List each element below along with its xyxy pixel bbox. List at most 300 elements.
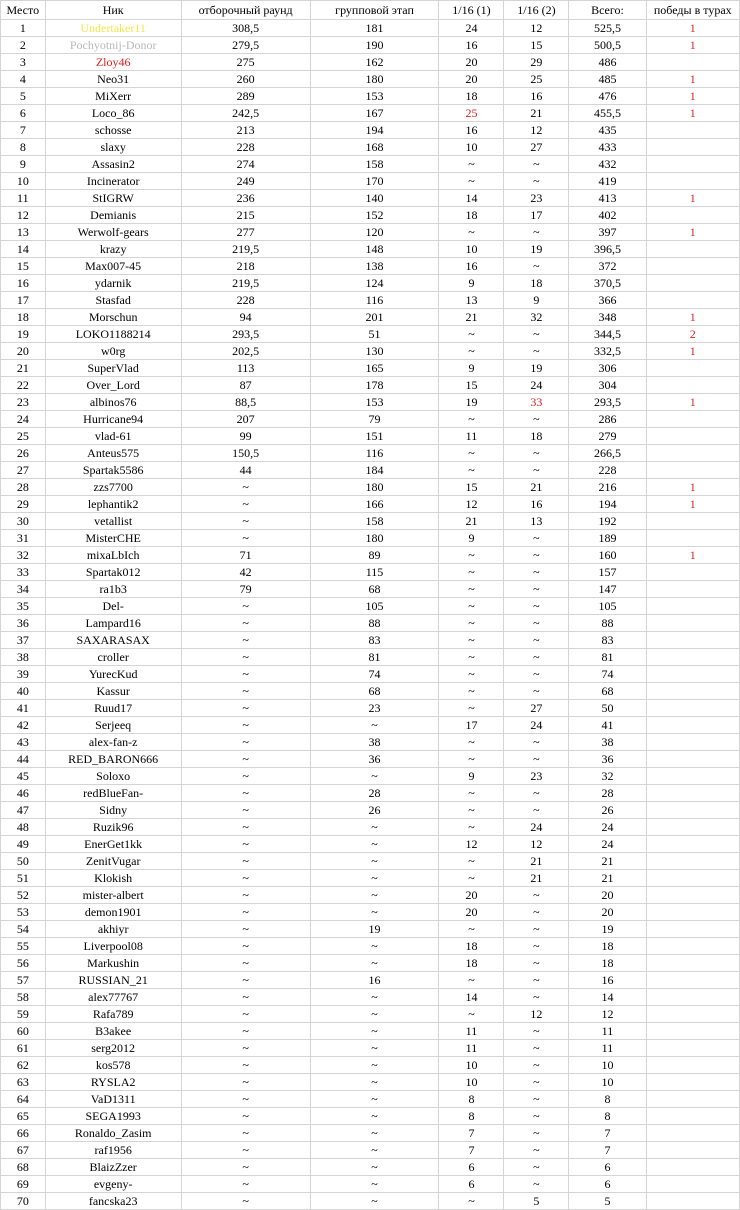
table-row xyxy=(1,343,740,360)
cell-place: 50 xyxy=(1,853,46,870)
cell-place: 43 xyxy=(1,734,46,751)
cell-place: 6 xyxy=(1,105,46,122)
cell-total: 14 xyxy=(569,989,646,1006)
cell-qualifying-round: 289 xyxy=(181,88,310,105)
cell-qualifying-round: ~ xyxy=(181,632,310,649)
cell-round-of-32-second: 23 xyxy=(504,190,569,207)
cell-round-of-32-second: ~ xyxy=(504,1176,569,1193)
cell-round-of-32-first: 10 xyxy=(439,241,504,258)
cell-round-of-32-first: 20 xyxy=(439,904,504,921)
cell-round-of-32-first: ~ xyxy=(439,445,504,462)
cell-round-of-32-first: ~ xyxy=(439,326,504,343)
cell-place: 63 xyxy=(1,1074,46,1091)
cell-round-of-32-second: ~ xyxy=(504,938,569,955)
cell-group-stage: 181 xyxy=(310,20,439,37)
cell-nick: Anteus575 xyxy=(45,445,181,462)
cell-place: 64 xyxy=(1,1091,46,1108)
cell-round-wins xyxy=(646,921,739,938)
cell-round-of-32-second: 21 xyxy=(504,853,569,870)
cell-place: 35 xyxy=(1,598,46,615)
cell-round-of-32-first: 10 xyxy=(439,1057,504,1074)
cell-total: 189 xyxy=(569,530,646,547)
cell-nick: mixaLbIch xyxy=(45,547,181,564)
cell-group-stage: 19 xyxy=(310,921,439,938)
cell-round-of-32-second: ~ xyxy=(504,581,569,598)
cell-qualifying-round: 219,5 xyxy=(181,241,310,258)
cell-group-stage: ~ xyxy=(310,717,439,734)
cell-qualifying-round: 277 xyxy=(181,224,310,241)
table-row xyxy=(1,292,740,309)
cell-place: 11 xyxy=(1,190,46,207)
cell-total: 366 xyxy=(569,292,646,309)
cell-round-wins xyxy=(646,700,739,717)
cell-round-of-32-first: ~ xyxy=(439,785,504,802)
cell-total: 525,5 xyxy=(569,20,646,37)
table-row xyxy=(1,632,740,649)
cell-nick: ZenitVugar xyxy=(45,853,181,870)
cell-nick: schosse xyxy=(45,122,181,139)
cell-round-wins xyxy=(646,819,739,836)
table-row xyxy=(1,768,740,785)
cell-place: 44 xyxy=(1,751,46,768)
cell-qualifying-round: ~ xyxy=(181,836,310,853)
cell-nick: Ruud17 xyxy=(45,700,181,717)
cell-nick: Loco_86 xyxy=(45,105,181,122)
cell-round-of-32-first: 7 xyxy=(439,1142,504,1159)
cell-round-of-32-second: 25 xyxy=(504,71,569,88)
cell-total: 11 xyxy=(569,1040,646,1057)
cell-group-stage: ~ xyxy=(310,887,439,904)
cell-qualifying-round: ~ xyxy=(181,785,310,802)
cell-group-stage: 180 xyxy=(310,71,439,88)
cell-round-of-32-second: 12 xyxy=(504,122,569,139)
cell-round-wins xyxy=(646,564,739,581)
cell-round-wins xyxy=(646,1193,739,1210)
cell-nick: Ruzik96 xyxy=(45,819,181,836)
cell-qualifying-round: 202,5 xyxy=(181,343,310,360)
cell-group-stage: ~ xyxy=(310,955,439,972)
cell-qualifying-round: ~ xyxy=(181,1006,310,1023)
cell-round-of-32-first: 11 xyxy=(439,428,504,445)
cell-round-of-32-first: 14 xyxy=(439,190,504,207)
cell-qualifying-round: ~ xyxy=(181,717,310,734)
cell-nick: Lampard16 xyxy=(45,615,181,632)
cell-group-stage: ~ xyxy=(310,836,439,853)
cell-place: 51 xyxy=(1,870,46,887)
cell-round-wins xyxy=(646,411,739,428)
cell-total: 32 xyxy=(569,768,646,785)
cell-round-of-32-second: 12 xyxy=(504,20,569,37)
cell-place: 18 xyxy=(1,309,46,326)
cell-total: 88 xyxy=(569,615,646,632)
cell-total: 50 xyxy=(569,700,646,717)
cell-total: 485 xyxy=(569,71,646,88)
cell-group-stage: 168 xyxy=(310,139,439,156)
table-row xyxy=(1,972,740,989)
cell-group-stage: ~ xyxy=(310,1040,439,1057)
cell-place: 33 xyxy=(1,564,46,581)
cell-round-wins xyxy=(646,836,739,853)
cell-round-wins xyxy=(646,955,739,972)
table-row xyxy=(1,20,740,37)
cell-nick: Del- xyxy=(45,598,181,615)
cell-round-of-32-first: 12 xyxy=(439,496,504,513)
cell-round-of-32-first: ~ xyxy=(439,921,504,938)
cell-nick: Werwolf-gears xyxy=(45,224,181,241)
cell-round-of-32-first: ~ xyxy=(439,700,504,717)
cell-round-of-32-first: ~ xyxy=(439,1006,504,1023)
cell-round-of-32-second: ~ xyxy=(504,1142,569,1159)
table-row xyxy=(1,989,740,1006)
cell-round-of-32-first: 14 xyxy=(439,989,504,1006)
cell-round-wins xyxy=(646,904,739,921)
cell-qualifying-round: 274 xyxy=(181,156,310,173)
cell-qualifying-round: ~ xyxy=(181,870,310,887)
cell-round-of-32-first: 16 xyxy=(439,122,504,139)
cell-round-of-32-second: 18 xyxy=(504,428,569,445)
table-row xyxy=(1,666,740,683)
cell-group-stage: ~ xyxy=(310,1159,439,1176)
table-row xyxy=(1,326,740,343)
cell-qualifying-round: ~ xyxy=(181,751,310,768)
table-row xyxy=(1,802,740,819)
cell-round-of-32-second: ~ xyxy=(504,1023,569,1040)
cell-group-stage: 152 xyxy=(310,207,439,224)
cell-nick: akhiyr xyxy=(45,921,181,938)
table-row xyxy=(1,207,740,224)
cell-nick: Liverpool08 xyxy=(45,938,181,955)
cell-group-stage: ~ xyxy=(310,989,439,1006)
table-row xyxy=(1,836,740,853)
table-row xyxy=(1,870,740,887)
cell-place: 21 xyxy=(1,360,46,377)
cell-round-of-32-first: ~ xyxy=(439,156,504,173)
table-row xyxy=(1,853,740,870)
table-row xyxy=(1,377,740,394)
cell-round-wins xyxy=(646,139,739,156)
cell-group-stage: 116 xyxy=(310,445,439,462)
cell-nick: kos578 xyxy=(45,1057,181,1074)
cell-nick: LOKO1188214 xyxy=(45,326,181,343)
cell-round-wins: 1 xyxy=(646,20,739,37)
table-row xyxy=(1,751,740,768)
cell-qualifying-round: ~ xyxy=(181,479,310,496)
cell-qualifying-round: ~ xyxy=(181,683,310,700)
cell-total: 16 xyxy=(569,972,646,989)
table-row xyxy=(1,717,740,734)
cell-round-of-32-second: 29 xyxy=(504,54,569,71)
cell-place: 45 xyxy=(1,768,46,785)
cell-total: 83 xyxy=(569,632,646,649)
cell-place: 1 xyxy=(1,20,46,37)
cell-total: 21 xyxy=(569,870,646,887)
table-row xyxy=(1,1006,740,1023)
table-row xyxy=(1,54,740,71)
cell-place: 31 xyxy=(1,530,46,547)
table-row xyxy=(1,309,740,326)
cell-round-wins xyxy=(646,938,739,955)
cell-qualifying-round: ~ xyxy=(181,1023,310,1040)
cell-qualifying-round: 228 xyxy=(181,292,310,309)
cell-total: 5 xyxy=(569,1193,646,1210)
cell-qualifying-round: 215 xyxy=(181,207,310,224)
cell-total: 194 xyxy=(569,496,646,513)
cell-round-of-32-first: ~ xyxy=(439,462,504,479)
cell-qualifying-round: 236 xyxy=(181,190,310,207)
cell-round-of-32-first: ~ xyxy=(439,224,504,241)
table-row xyxy=(1,258,740,275)
cell-group-stage: 180 xyxy=(310,479,439,496)
cell-group-stage: ~ xyxy=(310,1193,439,1210)
cell-round-of-32-second: 23 xyxy=(504,768,569,785)
cell-group-stage: 158 xyxy=(310,513,439,530)
cell-round-of-32-second: 5 xyxy=(504,1193,569,1210)
cell-round-of-32-second: ~ xyxy=(504,173,569,190)
cell-group-stage: 180 xyxy=(310,530,439,547)
cell-round-of-32-first: ~ xyxy=(439,173,504,190)
cell-round-of-32-first: 8 xyxy=(439,1091,504,1108)
cell-qualifying-round: ~ xyxy=(181,1040,310,1057)
cell-place: 4 xyxy=(1,71,46,88)
cell-round-of-32-first: ~ xyxy=(439,1193,504,1210)
cell-place: 54 xyxy=(1,921,46,938)
cell-round-of-32-first: 18 xyxy=(439,955,504,972)
cell-round-of-32-second: 24 xyxy=(504,377,569,394)
cell-group-stage: 88 xyxy=(310,615,439,632)
cell-round-of-32-first: 13 xyxy=(439,292,504,309)
cell-total: 397 xyxy=(569,224,646,241)
cell-round-of-32-first: 16 xyxy=(439,258,504,275)
cell-round-wins xyxy=(646,173,739,190)
cell-place: 52 xyxy=(1,887,46,904)
cell-total: 81 xyxy=(569,649,646,666)
cell-qualifying-round: ~ xyxy=(181,615,310,632)
cell-qualifying-round: ~ xyxy=(181,1142,310,1159)
cell-group-stage: 120 xyxy=(310,224,439,241)
cell-round-of-32-first: 11 xyxy=(439,1040,504,1057)
cell-total: 36 xyxy=(569,751,646,768)
cell-round-of-32-second: ~ xyxy=(504,598,569,615)
cell-qualifying-round: ~ xyxy=(181,887,310,904)
cell-place: 20 xyxy=(1,343,46,360)
cell-round-wins xyxy=(646,530,739,547)
cell-nick: mister-albert xyxy=(45,887,181,904)
table-row xyxy=(1,734,740,751)
cell-nick: Klokish xyxy=(45,870,181,887)
cell-round-wins xyxy=(646,768,739,785)
cell-group-stage: ~ xyxy=(310,1108,439,1125)
cell-place: 19 xyxy=(1,326,46,343)
cell-place: 17 xyxy=(1,292,46,309)
cell-qualifying-round: ~ xyxy=(181,1193,310,1210)
header-row xyxy=(1,1,740,20)
cell-place: 48 xyxy=(1,819,46,836)
table-row xyxy=(1,615,740,632)
cell-round-of-32-second: ~ xyxy=(504,462,569,479)
table-row xyxy=(1,1159,740,1176)
cell-round-wins xyxy=(646,462,739,479)
cell-group-stage: 162 xyxy=(310,54,439,71)
cell-round-wins xyxy=(646,615,739,632)
cell-total: 28 xyxy=(569,785,646,802)
cell-round-of-32-first: 21 xyxy=(439,309,504,326)
cell-round-of-32-second: 27 xyxy=(504,139,569,156)
cell-round-wins xyxy=(646,1057,739,1074)
cell-group-stage: 28 xyxy=(310,785,439,802)
header-qualifying-round: отборочный раунд xyxy=(181,1,310,20)
cell-group-stage: 178 xyxy=(310,377,439,394)
cell-round-wins xyxy=(646,632,739,649)
cell-qualifying-round: 293,5 xyxy=(181,326,310,343)
table-row xyxy=(1,649,740,666)
cell-qualifying-round: ~ xyxy=(181,972,310,989)
cell-round-of-32-first: 8 xyxy=(439,1108,504,1125)
cell-group-stage: ~ xyxy=(310,768,439,785)
cell-place: 65 xyxy=(1,1108,46,1125)
cell-round-of-32-first: ~ xyxy=(439,819,504,836)
cell-qualifying-round: 219,5 xyxy=(181,275,310,292)
cell-qualifying-round: ~ xyxy=(181,819,310,836)
cell-round-of-32-second: ~ xyxy=(504,1091,569,1108)
cell-total: 18 xyxy=(569,938,646,955)
cell-qualifying-round: ~ xyxy=(181,649,310,666)
cell-round-of-32-first: 11 xyxy=(439,1023,504,1040)
cell-group-stage: 138 xyxy=(310,258,439,275)
cell-nick: BlaizZzer xyxy=(45,1159,181,1176)
cell-round-wins xyxy=(646,666,739,683)
cell-group-stage: 140 xyxy=(310,190,439,207)
cell-nick: Soloxo xyxy=(45,768,181,785)
table-row xyxy=(1,1091,740,1108)
cell-qualifying-round: 260 xyxy=(181,71,310,88)
cell-round-of-32-second: 18 xyxy=(504,275,569,292)
cell-group-stage: 151 xyxy=(310,428,439,445)
header-round-of-32-first: 1/16 (1) xyxy=(439,1,504,20)
cell-total: 486 xyxy=(569,54,646,71)
cell-round-of-32-first: ~ xyxy=(439,649,504,666)
cell-round-of-32-first: 21 xyxy=(439,513,504,530)
cell-round-of-32-second: ~ xyxy=(504,666,569,683)
cell-place: 3 xyxy=(1,54,46,71)
cell-round-of-32-second: ~ xyxy=(504,802,569,819)
cell-round-wins xyxy=(646,1176,739,1193)
header-round-of-32-second: 1/16 (2) xyxy=(504,1,569,20)
cell-total: 21 xyxy=(569,853,646,870)
table-row xyxy=(1,1108,740,1125)
cell-group-stage: 115 xyxy=(310,564,439,581)
cell-round-of-32-second: ~ xyxy=(504,887,569,904)
cell-place: 22 xyxy=(1,377,46,394)
cell-round-wins xyxy=(646,445,739,462)
cell-place: 53 xyxy=(1,904,46,921)
cell-qualifying-round: ~ xyxy=(181,734,310,751)
cell-nick: Undertaker11 xyxy=(45,20,181,37)
cell-total: 157 xyxy=(569,564,646,581)
cell-qualifying-round: 242,5 xyxy=(181,105,310,122)
cell-round-of-32-first: ~ xyxy=(439,734,504,751)
cell-round-of-32-second: ~ xyxy=(504,326,569,343)
cell-total: 455,5 xyxy=(569,105,646,122)
cell-group-stage: 105 xyxy=(310,598,439,615)
table-row xyxy=(1,564,740,581)
cell-round-of-32-second: 12 xyxy=(504,836,569,853)
cell-total: 372 xyxy=(569,258,646,275)
cell-round-wins: 1 xyxy=(646,37,739,54)
cell-round-of-32-first: 16 xyxy=(439,37,504,54)
cell-place: 56 xyxy=(1,955,46,972)
cell-nick: Kassur xyxy=(45,683,181,700)
cell-total: 68 xyxy=(569,683,646,700)
cell-qualifying-round: 99 xyxy=(181,428,310,445)
cell-place: 68 xyxy=(1,1159,46,1176)
cell-group-stage: 153 xyxy=(310,88,439,105)
cell-group-stage: 36 xyxy=(310,751,439,768)
cell-round-of-32-second: ~ xyxy=(504,1057,569,1074)
cell-round-wins xyxy=(646,1142,739,1159)
cell-round-of-32-second: ~ xyxy=(504,904,569,921)
table-row xyxy=(1,241,740,258)
cell-round-of-32-second: 19 xyxy=(504,360,569,377)
cell-round-of-32-second: ~ xyxy=(504,734,569,751)
table-row xyxy=(1,139,740,156)
cell-group-stage: 89 xyxy=(310,547,439,564)
cell-nick: B3akee xyxy=(45,1023,181,1040)
cell-round-wins xyxy=(646,207,739,224)
cell-group-stage: 153 xyxy=(310,394,439,411)
cell-round-of-32-first: ~ xyxy=(439,972,504,989)
cell-nick: Over_Lord xyxy=(45,377,181,394)
cell-total: 6 xyxy=(569,1176,646,1193)
cell-place: 37 xyxy=(1,632,46,649)
cell-place: 49 xyxy=(1,836,46,853)
cell-group-stage: 124 xyxy=(310,275,439,292)
cell-round-of-32-first: 9 xyxy=(439,768,504,785)
cell-round-of-32-second: ~ xyxy=(504,649,569,666)
cell-place: 55 xyxy=(1,938,46,955)
cell-nick: demon1901 xyxy=(45,904,181,921)
cell-round-of-32-second: ~ xyxy=(504,751,569,768)
cell-round-of-32-first: 6 xyxy=(439,1159,504,1176)
cell-round-of-32-first: 20 xyxy=(439,887,504,904)
cell-place: 8 xyxy=(1,139,46,156)
cell-group-stage: 165 xyxy=(310,360,439,377)
cell-qualifying-round: ~ xyxy=(181,921,310,938)
cell-group-stage: ~ xyxy=(310,1006,439,1023)
cell-nick: krazy xyxy=(45,241,181,258)
cell-group-stage: 190 xyxy=(310,37,439,54)
cell-round-of-32-second: 13 xyxy=(504,513,569,530)
cell-round-wins xyxy=(646,683,739,700)
cell-nick: YurecKud xyxy=(45,666,181,683)
cell-nick: Pochyotnij-Donor xyxy=(45,37,181,54)
cell-group-stage: ~ xyxy=(310,1091,439,1108)
cell-group-stage: ~ xyxy=(310,1142,439,1159)
cell-group-stage: ~ xyxy=(310,938,439,955)
cell-place: 40 xyxy=(1,683,46,700)
cell-qualifying-round: 88,5 xyxy=(181,394,310,411)
cell-round-of-32-first: 10 xyxy=(439,1074,504,1091)
cell-round-of-32-first: 18 xyxy=(439,938,504,955)
header-place: Место xyxy=(1,1,46,20)
cell-total: 10 xyxy=(569,1057,646,1074)
cell-round-of-32-second: ~ xyxy=(504,445,569,462)
cell-round-wins xyxy=(646,428,739,445)
cell-qualifying-round: ~ xyxy=(181,1074,310,1091)
cell-round-of-32-first: ~ xyxy=(439,564,504,581)
cell-place: 5 xyxy=(1,88,46,105)
cell-total: 11 xyxy=(569,1023,646,1040)
cell-round-of-32-first: ~ xyxy=(439,343,504,360)
